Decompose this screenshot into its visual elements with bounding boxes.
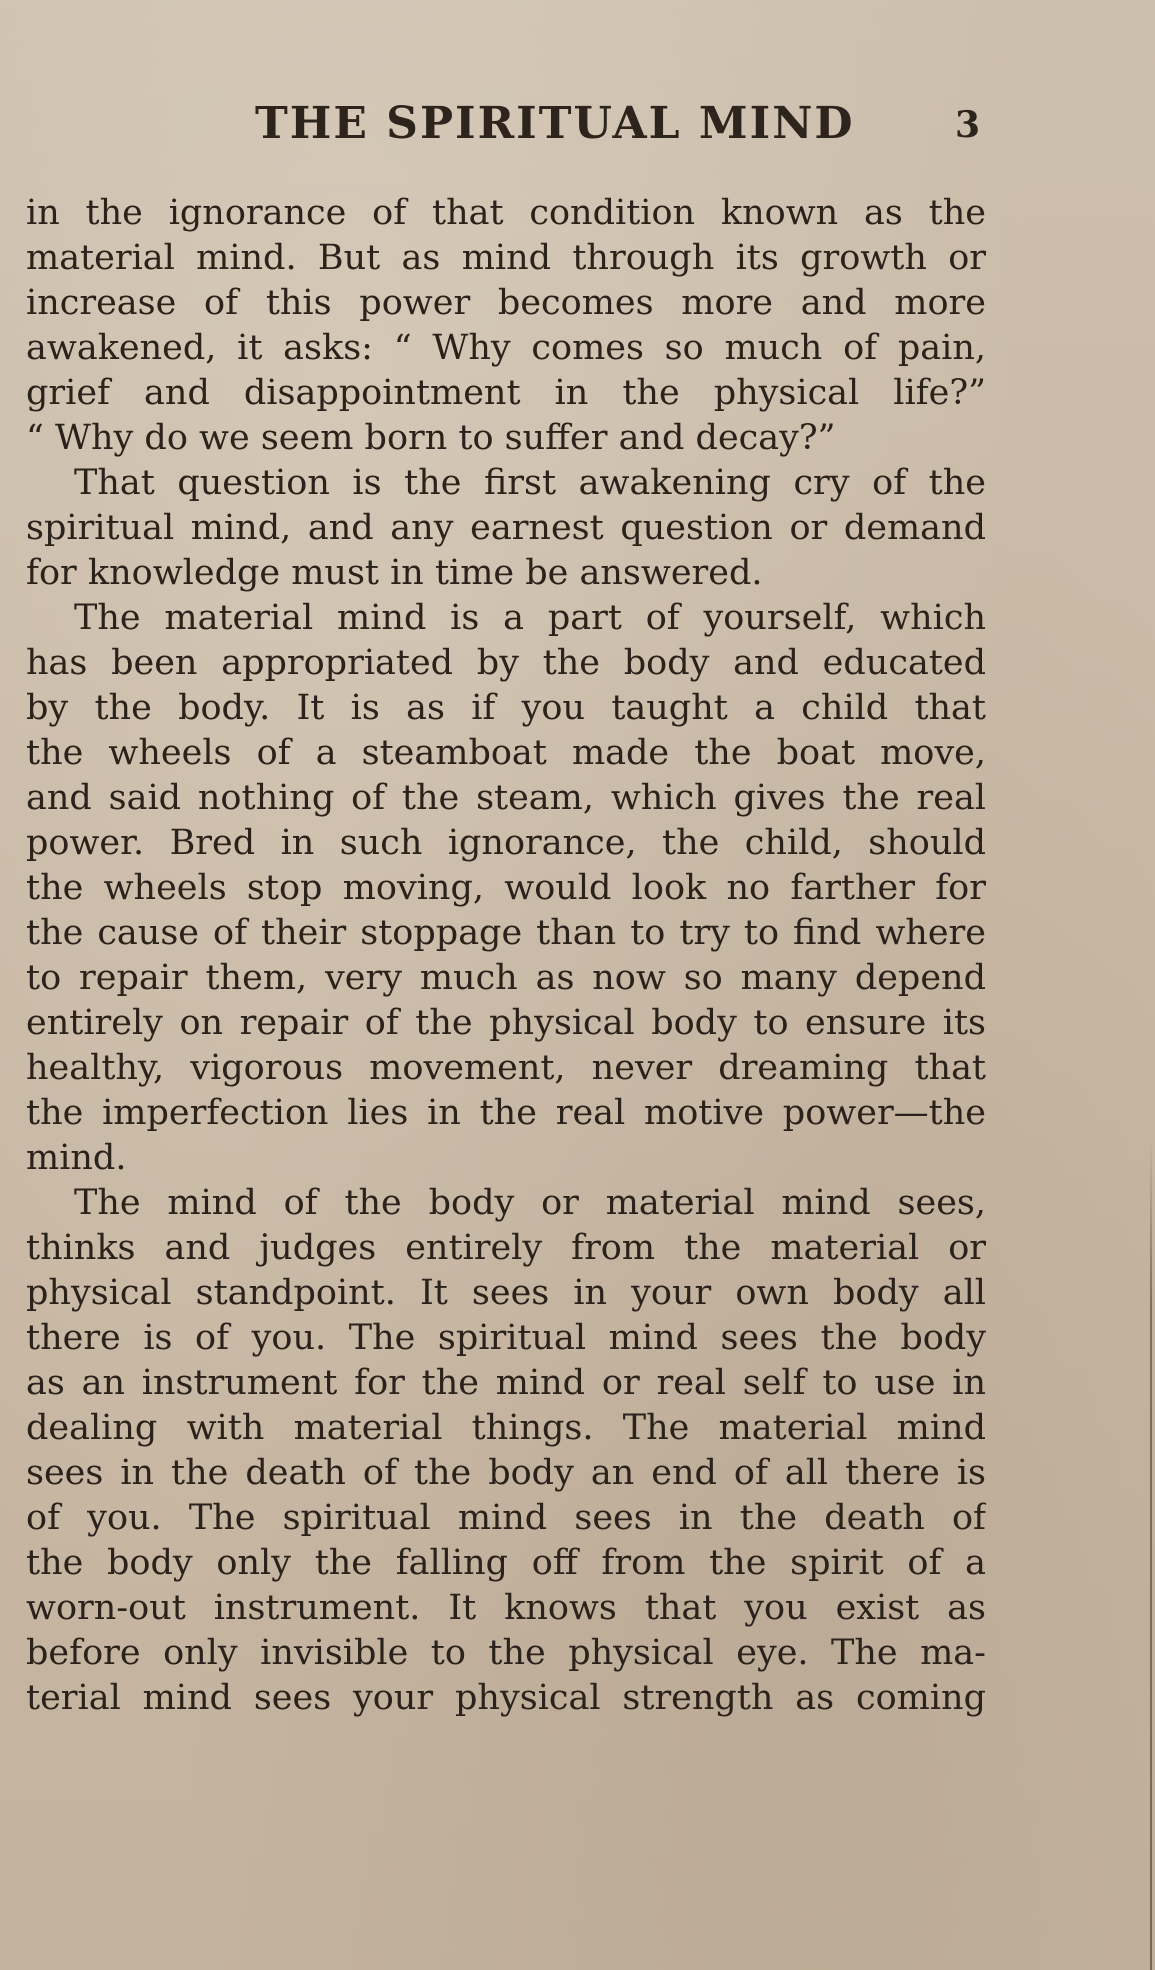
text-line: spiritual mind, and any earnest question or demand — [26, 508, 986, 548]
text-line: for knowledge must in time be answered. — [26, 553, 763, 593]
text-line: increase of this power becomes more and more — [26, 283, 986, 323]
page-header — [0, 98, 1155, 158]
text-line: dealing with material things. The material mind — [26, 1408, 986, 1448]
text-line: there is of you. The spiritual mind sees the body — [26, 1318, 986, 1358]
text-line: as an instrument for the mind or real self to use in — [26, 1363, 986, 1403]
text-line: The material mind is a part of yourself, which — [74, 598, 986, 638]
text-line: and said nothing of the steam, which gives the real — [26, 778, 986, 818]
text-line: of you. The spiritual mind sees in the death of — [26, 1498, 986, 1538]
text-line: the imperfection lies in the real motive power—the — [26, 1093, 986, 1133]
text-line: the wheels stop moving, would look no farther for — [26, 868, 986, 908]
text-line: material mind. But as mind through its growth or — [26, 238, 986, 278]
text-line: grief and disappointment in the physical life?” — [26, 373, 986, 413]
text-line: sees in the death of the body an end of all there is — [26, 1453, 986, 1493]
text-line: the cause of their stoppage than to try to find where — [26, 913, 986, 953]
text-line: in the ignorance of that condition known as the — [26, 193, 986, 233]
text-line: physical standpoint. It sees in your own body all — [26, 1273, 986, 1313]
text-line: the wheels of a steamboat made the boat move, — [26, 733, 986, 773]
page-number: 3 — [955, 104, 981, 146]
text-line: terial mind sees your physical strength as coming — [26, 1678, 986, 1718]
text-line: That question is the first awakening cry of the — [74, 463, 986, 503]
page-edge-shadow — [1150, 1140, 1152, 1970]
text-line: before only invisible to the physical eye. The ma- — [26, 1633, 986, 1673]
text-line: thinks and judges entirely from the material or — [26, 1228, 986, 1268]
text-line: The mind of the body or material mind sees, — [74, 1183, 986, 1223]
text-line: to repair them, very much as now so many depend — [26, 958, 986, 998]
text-line: awakened, it asks: “ Why comes so much of pain, — [26, 328, 986, 368]
text-line: worn-out instrument. It knows that you exist as — [26, 1588, 986, 1628]
text-line: power. Bred in such ignorance, the child, should — [26, 823, 986, 863]
text-line: has been appropriated by the body and educated — [26, 643, 986, 683]
body-text — [26, 191, 986, 1721]
running-title: THE SPIRITUAL MIND — [255, 98, 855, 149]
text-line: mind. — [26, 1138, 127, 1178]
text-line: entirely on repair of the physical body to ensure its — [26, 1003, 986, 1043]
text-line: the body only the falling off from the spirit of a — [26, 1543, 986, 1583]
text-line: by the body. It is as if you taught a child that — [26, 688, 986, 728]
text-line: “ Why do we seem born to suffer and decay?” — [26, 418, 836, 458]
text-line: healthy, vigorous movement, never dreaming that — [26, 1048, 986, 1088]
